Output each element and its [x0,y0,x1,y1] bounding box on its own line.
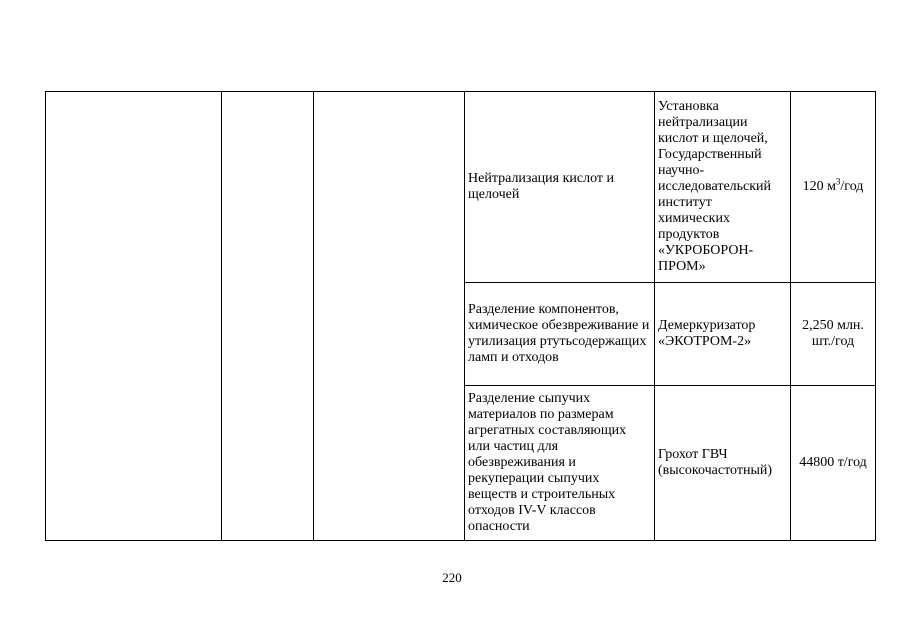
capacity-unit: /год [840,179,864,194]
blank-cell-col1 [46,92,222,541]
table-row [46,92,876,283]
technology-table [45,91,876,541]
capacity-cell: 2,250 млн. шт./год [791,283,876,386]
blank-cell-col2 [222,92,314,541]
equipment-cell: Установка нейтрализации кислот и щелочей, Государственный научно-исследовательский институт химических продуктов «УКРОБОРОН-ПРОМ» [655,92,791,283]
process-cell: Нейтрализация кислот и щелочей [465,92,655,283]
blank-cell-col3 [314,92,465,541]
process-cell: Разделение сыпучих материалов по размерам агрегатных составляющих или частиц для обезвреживания и рекуперации сыпучих веществ и строительных отходов IV-V классов опасности [465,386,655,541]
capacity-superscript: 3 [835,176,841,187]
equipment-cell: Демеркуризатор «ЭКОТРОМ-2» [655,283,791,386]
process-cell: Разделение компонентов, химическое обезвреживание и утилизация ртутьсодержащих ламп и отходов [465,283,655,386]
page-number: 220 [442,570,462,585]
capacity-value: 120 м [802,179,836,194]
capacity-cell: 44800 т/год [791,386,876,541]
equipment-cell: Грохот ГВЧ (высокочастотный) [655,386,791,541]
capacity-cell [791,92,876,283]
